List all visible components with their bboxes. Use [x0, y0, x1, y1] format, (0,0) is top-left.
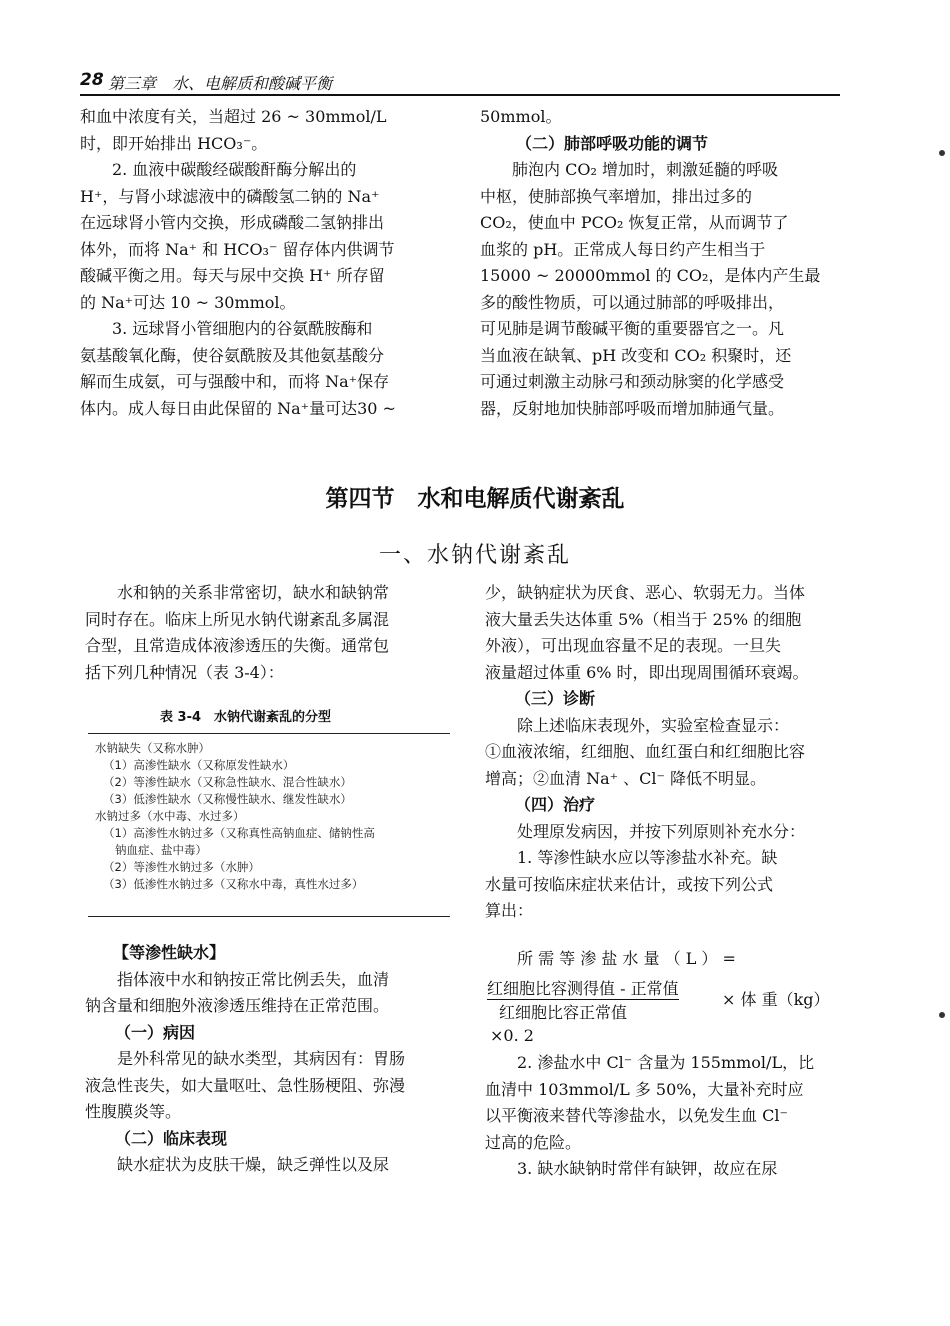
text-line: 水和钠的关系非常密切，缺水和缺钠常 [85, 583, 390, 602]
table-row: （2）等渗性缺水（又称急性缺水、混合性缺水） [103, 775, 352, 789]
text-line: 性腹膜炎等。 [85, 1102, 182, 1121]
text-line: 同时存在。临床上所见水钠代谢紊乱多属混 [85, 609, 390, 629]
text-line: 时，即开始排出 HCO₃⁻。 [80, 133, 268, 153]
text-line: 当血液在缺氧、pH 改变和 CO₂ 积聚时，还 [480, 345, 792, 365]
top-right-column [480, 104, 850, 422]
text-line: 处理原发病因，并按下列原则补充水分： [485, 821, 806, 841]
text-line: 液急性丧失，如大量呕吐、急性肠梗阻、弥漫 [85, 1075, 406, 1095]
bottom-right-column [485, 580, 850, 925]
table-row: （1）高渗性缺水（又称原发性缺水） [103, 758, 295, 772]
text-line: 1. 等渗性缺水应以等渗盐水补充。缺 [485, 848, 778, 867]
text-line: 2. 渗盐水中 Cl⁻ 含量为 155mmol/L，比 [485, 1053, 815, 1072]
bottom-left-column [85, 580, 450, 686]
text-line: 缺水症状为皮肤干燥，缺乏弹性以及尿 [85, 1155, 390, 1174]
section-heading: （二）肺部呼吸功能的调节 [516, 133, 709, 153]
text-line: 氨基酸氧化酶，使谷氨酰胺及其他氨基酸分 [80, 345, 385, 365]
section-title: 第四节 水和电解质代谢紊乱 [325, 486, 625, 512]
page-header [80, 68, 840, 96]
page-number: 28 [80, 70, 104, 90]
text-line: 水量可按临床症状来估计，或按下列公式 [485, 874, 774, 894]
formula-tail: ×0. 2 [490, 1026, 534, 1045]
text-line: 体内。成人每日由此保留的 Na⁺量可达30 ~ [80, 398, 396, 418]
top-left-column [80, 104, 450, 422]
text-line: H⁺，与肾小球滤液中的磷酸氢二钠的 Na⁺ [80, 186, 380, 206]
table-top-rule [88, 733, 450, 734]
table-row: （2）等渗性水钠过多（水肿） [103, 860, 260, 874]
text-line: 3. 远球肾小管细胞内的谷氨酰胺酶和 [80, 319, 373, 338]
text-line: 钠含量和细胞外液渗透压维持在正常范围。 [85, 996, 390, 1015]
text-line: CO₂，使血中 PCO₂ 恢复正常，从而调节了 [480, 213, 789, 232]
text-line: 可通过刺激主动脉弓和颈动脉窦的化学感受 [480, 372, 785, 391]
text-line: 和血中浓度有关，当超过 26 ~ 30mmol/L [80, 107, 387, 126]
text-line: 2. 血液中碳酸经碳酸酐酶分解出的 [80, 160, 357, 179]
scan-mark [939, 150, 945, 156]
classification-table [95, 740, 450, 893]
text-line: 血清中 103mmol/L 多 50%，大量补充时应 [485, 1079, 804, 1099]
text-line: 50mmol。 [480, 107, 562, 126]
chapter-title: 第三章 水、电解质和酸碱平衡 [108, 74, 333, 93]
text-line: 器，反射地加快肺部呼吸而增加肺通气量。 [480, 398, 785, 418]
text-line: 15000 ~ 20000mmol 的 CO₂，是体内产生最 [480, 266, 821, 285]
text-line: 在远球肾小管内交换，形成磷酸二氢钠排出 [80, 213, 385, 232]
text-line: 肺泡内 CO₂ 增加时，刺激延髓的呼吸 [480, 160, 778, 179]
text-line: 算出： [485, 901, 534, 920]
table-caption: 表 3-4 水钠代谢紊乱的分型 [160, 710, 332, 725]
table-row: 水钠缺失（又称水肿） [95, 741, 210, 755]
text-line: ①血液浓缩，红细胞、血红蛋白和红细胞比容 [485, 742, 806, 761]
text-line: 多的酸性物质，可以通过肺部的呼吸排出， [480, 292, 785, 312]
text-line: 液大量丢失达体重 5%（相当于 25% 的细胞 [485, 609, 802, 629]
table-row: 钠血症、盐中毒） [115, 843, 207, 857]
table-row: 水钠过多（水中毒、水过多） [95, 809, 245, 823]
text-line: 液量超过体重 6% 时，即出现周围循环衰竭。 [485, 662, 809, 682]
table-row: （3）低渗性缺水（又称慢性缺水、继发性缺水） [103, 792, 352, 806]
text-line: 外液），可出现血容量不足的表现。一旦失 [485, 636, 782, 655]
text-line: 血浆的 pH。正常成人每日约产生相当于 [480, 239, 766, 259]
formula-numerator: 红细胞比容测得值 - 正常值 [487, 976, 679, 1000]
formula-times-weight: × 体 重（kg） [722, 990, 830, 1009]
text-line: 体外，而将 Na⁺ 和 HCO₃⁻ 留存体内供调节 [80, 239, 395, 259]
text-line: 括下列几种情况（表 3-4）： [85, 662, 284, 682]
cause-heading: （一）病因 [115, 1022, 196, 1042]
subsection-title: 一、水钠代谢紊乱 [378, 543, 571, 568]
text-line: 的 Na⁺可达 10 ~ 30mmol。 [80, 292, 296, 312]
treatment-heading: （四）治疗 [515, 795, 596, 814]
text-line: 少，缺钠症状为厌食、恶心、软弱无力。当体 [485, 583, 806, 602]
isotonic-dehydration-heading: 【等渗性缺水】 [113, 943, 226, 962]
text-line: 过高的危险。 [485, 1132, 582, 1152]
table-bottom-rule [88, 916, 450, 917]
text-line: 中枢，使肺部换气率增加，排出过多的 [480, 186, 753, 206]
text-line: 酸碱平衡之用。每天与尿中交换 H⁺ 所存留 [80, 266, 385, 285]
formula-fraction [487, 976, 679, 1023]
text-line: 3. 缺水缺钠时常伴有缺钾，故应在尿 [485, 1159, 778, 1178]
text-line: 是外科常见的缺水类型，其病因有：胃肠 [85, 1049, 406, 1068]
clinical-heading: （二）临床表现 [115, 1128, 228, 1148]
formula-lhs: 所 需 等 渗 盐 水 量 （ L ） = [485, 949, 736, 968]
text-line: 增高；②血清 Na⁺ 、Cl⁻ 降低不明显。 [485, 768, 767, 788]
bottom-right-column-lower [485, 1050, 850, 1183]
table-row: （1）高渗性水钠过多（又称真性高钠血症、储钠性高 [103, 826, 375, 840]
text-line: 可见肺是调节酸碱平衡的重要器官之一。凡 [480, 319, 785, 338]
text-line: 合型，且常造成体液渗透压的失衡。通常包 [85, 636, 390, 655]
formula-denominator: 红细胞比容正常值 [499, 1003, 628, 1022]
bottom-left-column-lower [85, 940, 450, 1179]
text-line: 除上述临床表现外，实验室检查显示： [485, 715, 790, 735]
text-line: 以平衡液来替代等渗盐水，以免发生血 Cl⁻ [485, 1106, 788, 1125]
table-row: （3）低渗性水钠过多（又称水中毒，真性水过多） [103, 877, 364, 891]
text-line: 解而生成氨，可与强酸中和，而将 Na⁺保存 [80, 372, 390, 391]
scan-mark [939, 1012, 945, 1018]
text-line: 指体液中水和钠按正常比例丢失，血清 [85, 969, 390, 989]
diagnosis-heading: （三）诊断 [515, 689, 596, 708]
